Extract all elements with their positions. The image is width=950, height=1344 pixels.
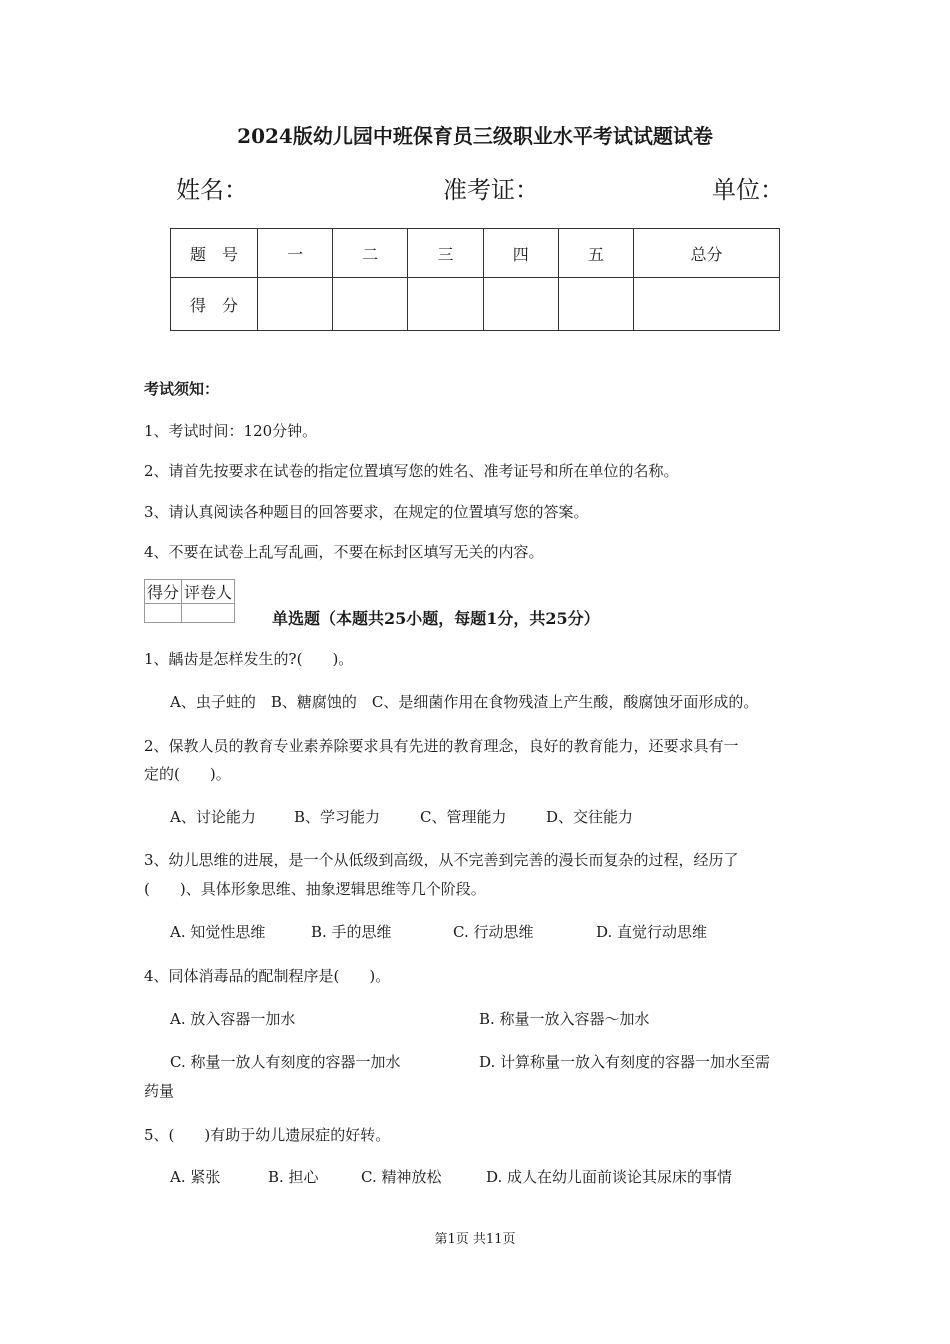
option-a: A. 放入容器一加水 [170, 1010, 296, 1028]
option-a: A、讨论能力 [170, 808, 256, 826]
question-stem: 定的( )。 [144, 765, 231, 783]
grader-name-label: 评卷人 [182, 580, 235, 604]
grader-box [144, 579, 235, 623]
notice-item: 2、请首先按要求在试卷的指定位置填写您的姓名、准考证号和所在单位的名称。 [144, 462, 679, 480]
score-table-header-row [171, 229, 780, 278]
score-cell: 五 [558, 229, 633, 278]
question-stem: 4、同体消毒品的配制程序是( )。 [144, 967, 391, 985]
option-d: D. 直觉行动思维 [596, 923, 708, 941]
option-b: B. 担心 [268, 1168, 319, 1186]
option-d: D. 计算称量一放入有刻度的容器一加水至需 [479, 1053, 771, 1071]
option-c: C. 精神放松 [361, 1168, 442, 1186]
unit-label: 单位： [712, 176, 784, 204]
name-label: 姓名： [176, 176, 248, 204]
option-d: D、交往能力 [546, 808, 634, 826]
option-c: C、管理能力 [420, 808, 507, 826]
exam-number-label: 准考证： [443, 176, 539, 204]
score-cell: 总分 [634, 229, 780, 278]
question-stem: 3、幼儿思维的进展，是一个从低级到高级，从不完善到完善的漫长而复杂的过程，经历了 [144, 851, 739, 869]
score-cell [483, 278, 558, 331]
notice-heading: 考试须知： [144, 380, 220, 398]
notice-item: 3、请认真阅读各种题目的回答要求，在规定的位置填写您的答案。 [144, 503, 589, 521]
option-b: B. 手的思维 [311, 923, 392, 941]
page-footer: 第1页 共11页 [434, 1232, 516, 1247]
score-cell: 一 [258, 229, 333, 278]
score-table-score-row [171, 278, 780, 331]
option-a: A. 知觉性思维 [170, 923, 266, 941]
option-d-continued: 药量 [144, 1082, 175, 1100]
question-stem: 1、龋齿是怎样发生的?( )。 [144, 650, 354, 668]
score-cell: 四 [483, 229, 558, 278]
score-cell [558, 278, 633, 331]
grader-name-cell [182, 604, 235, 623]
question-stem: ( )、具体形象思维、抽象逻辑思维等几个阶段。 [144, 880, 486, 898]
grader-score-label: 得分 [145, 580, 182, 604]
option-a: A. 紧张 [170, 1168, 221, 1186]
notice-item: 4、不要在试卷上乱写乱画，不要在标封区填写无关的内容。 [144, 543, 544, 561]
option-c: C. 称量一放人有刻度的容器一加水 [170, 1053, 401, 1071]
option-c: C. 行动思维 [453, 923, 534, 941]
score-cell: 得 分 [171, 278, 258, 331]
section-heading: 单选题（本题共25小题，每题1分，共25分） [272, 609, 600, 628]
question-stem: 2、保教人员的教育专业素养除要求具有先进的教育理念，良好的教育能力，还要求具有一 [144, 737, 739, 755]
score-cell [408, 278, 483, 331]
score-cell: 题 号 [171, 229, 258, 278]
notice-item: 1、考试时间：120分钟。 [144, 422, 318, 440]
score-cell [333, 278, 408, 331]
grader-score-cell [145, 604, 182, 623]
question-options: A、虫子蛀的 B、糖腐蚀的 C、是细菌作用在食物残渣上产生酸，酸腐蚀牙面形成的。 [170, 693, 759, 711]
option-b: B. 称量一放入容器～加水 [479, 1010, 650, 1028]
score-cell: 三 [408, 229, 483, 278]
option-b: B、学习能力 [294, 808, 381, 826]
score-table [170, 228, 780, 331]
page-title: 2024版幼儿园中班保育员三级职业水平考试试题试卷 [237, 124, 713, 148]
score-cell [258, 278, 333, 331]
option-d: D. 成人在幼儿面前谈论其尿床的事情 [486, 1168, 733, 1186]
score-cell: 二 [333, 229, 408, 278]
question-stem: 5、( )有助于幼儿遗尿症的好转。 [144, 1126, 391, 1144]
score-cell [634, 278, 780, 331]
